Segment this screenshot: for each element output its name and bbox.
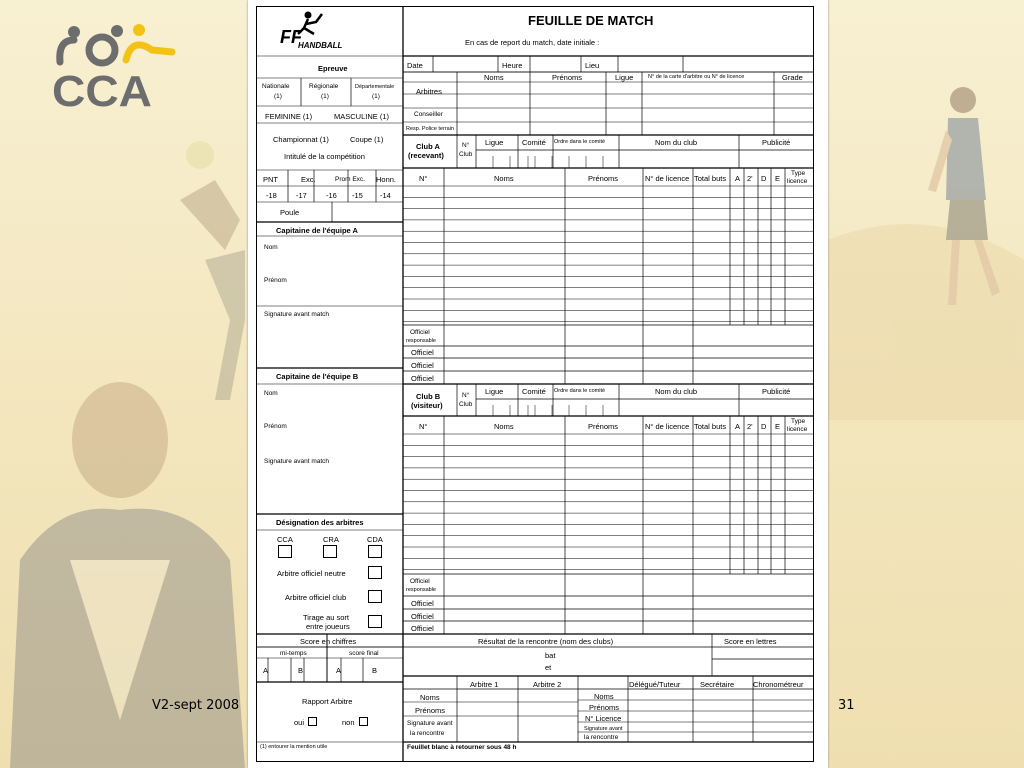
ff-logo-name: HANDBALL bbox=[298, 41, 343, 50]
age-value-17[interactable]: -17 bbox=[296, 191, 307, 200]
checkbox-cca[interactable] bbox=[278, 545, 292, 558]
captain-a-prenom: Prénom bbox=[264, 277, 287, 284]
competition-intitule: Intitulé de la compétition bbox=[284, 152, 365, 161]
off-sig-2: la rencontre bbox=[584, 734, 619, 741]
b-col-2min: 2' bbox=[747, 422, 753, 431]
sheet-title: FEUILLE DE MATCH bbox=[528, 13, 654, 28]
slide-footer-left: V2-sept 2008 bbox=[152, 698, 240, 713]
a-col-num: N° bbox=[419, 174, 428, 183]
tirage-label-1: Tirage au sort bbox=[303, 613, 349, 622]
arb-noms-label: Noms bbox=[420, 693, 440, 702]
score-mi-a: A bbox=[263, 666, 269, 675]
resultat-label: Résultat de la rencontre (nom des clubs) bbox=[478, 637, 614, 646]
b-col-total-buts: Total buts bbox=[694, 422, 727, 431]
club-a-label: Club A bbox=[416, 142, 440, 151]
delegue-label: Délégué/Tuteur bbox=[629, 680, 681, 689]
checkbox-rapport-oui[interactable] bbox=[308, 717, 317, 726]
age-header-prom-exc: Prom Exc. bbox=[335, 176, 365, 183]
b-col-licence: N° de licence bbox=[645, 422, 690, 431]
ff-logo: FF bbox=[280, 27, 302, 47]
arb-type-cra: CRA bbox=[323, 535, 339, 544]
club-b-nom-club: Nom du club bbox=[655, 387, 698, 396]
heure-label: Heure bbox=[502, 61, 523, 70]
level-departementale-note: (1) bbox=[372, 93, 380, 100]
lieu-label: Lieu bbox=[585, 61, 600, 70]
level-regionale-note: (1) bbox=[321, 93, 329, 100]
resp-police-label: Resp. Police terrain bbox=[406, 126, 454, 132]
captain-a-nom: Nom bbox=[264, 244, 278, 251]
et-label: et bbox=[545, 663, 552, 672]
off-licence-label: N° Licence bbox=[585, 714, 622, 723]
captain-b-prenom: Prénom bbox=[264, 423, 287, 430]
score-final-a: A bbox=[336, 666, 342, 675]
a-col-licence-type: licence bbox=[787, 178, 808, 185]
logo-text: CCA bbox=[52, 67, 152, 112]
checkbox-cra[interactable] bbox=[323, 545, 337, 558]
poule-label: Poule bbox=[280, 208, 300, 217]
secretaire-label: Secrétaire bbox=[700, 680, 735, 689]
b-col-type: Type bbox=[791, 418, 806, 425]
age-header-exc: Exc. bbox=[301, 175, 316, 184]
age-value-15[interactable]: -15 bbox=[352, 191, 363, 200]
a-col-total-buts: Total buts bbox=[694, 174, 727, 183]
arbitre-2-label: Arbitre 2 bbox=[533, 680, 562, 689]
b-col-a: A bbox=[735, 422, 741, 431]
club-b-num: N° bbox=[462, 392, 470, 399]
level-departementale: Départementale bbox=[355, 84, 395, 90]
officials-num-carte: N° de la carte d'arbitre ou N° de licence bbox=[648, 74, 745, 80]
captain-b-heading: Capitaine de l'équipe B bbox=[276, 372, 359, 381]
slide-page-number: 31 bbox=[838, 698, 855, 713]
a-officiel-resp-1: Officiel bbox=[410, 329, 430, 336]
cca-logo bbox=[50, 22, 180, 112]
rapport-arbitre-label: Rapport Arbitre bbox=[302, 697, 353, 706]
competition-coupe[interactable]: Coupe (1) bbox=[350, 135, 384, 144]
a-col-e: E bbox=[775, 174, 781, 183]
club-b-comite: Comité bbox=[522, 387, 546, 396]
off-prenoms-label: Prénoms bbox=[589, 703, 620, 712]
a-col-prenoms: Prénoms bbox=[588, 174, 619, 183]
b-officiel-3: Officiel bbox=[411, 624, 434, 633]
b-col-licence-type: licence bbox=[787, 426, 808, 433]
conseiller-label: Conseiller bbox=[414, 111, 443, 118]
level-regionale: Régionale bbox=[309, 83, 339, 90]
b-col-num: N° bbox=[419, 422, 428, 431]
officials-grade: Grade bbox=[782, 73, 803, 82]
captain-a-heading: Capitaine de l'équipe A bbox=[276, 226, 358, 235]
club-b-publicite: Publicité bbox=[762, 387, 791, 396]
a-col-d: D bbox=[761, 174, 767, 183]
checkbox-rapport-non[interactable] bbox=[359, 717, 368, 726]
arb-type-cca: CCA bbox=[277, 535, 293, 544]
club-a-publicite: Publicité bbox=[762, 138, 791, 147]
club-b-label: Club B bbox=[416, 392, 441, 401]
date-label: Date bbox=[407, 61, 423, 70]
designation-heading: Désignation des arbitres bbox=[276, 518, 364, 527]
checkbox-arb-club[interactable] bbox=[368, 590, 382, 603]
a-officiel-1: Officiel bbox=[411, 348, 434, 357]
arbitres-label: Arbitres bbox=[416, 87, 442, 96]
tirage-label-2: entre joueurs bbox=[306, 622, 350, 631]
level-nationale-note: (1) bbox=[274, 93, 282, 100]
level-nationale: Nationale bbox=[262, 83, 290, 90]
arb-sig-2: la rencontre bbox=[410, 730, 445, 737]
bat-label: bat bbox=[545, 651, 556, 660]
b-col-d: D bbox=[761, 422, 767, 431]
captain-b-signature: Signature avant match bbox=[264, 458, 330, 465]
age-value-14[interactable]: -14 bbox=[380, 191, 391, 200]
checkbox-cda[interactable] bbox=[368, 545, 382, 558]
b-col-e: E bbox=[775, 422, 781, 431]
club-a-ordre: Ordre dans le comité bbox=[554, 139, 606, 145]
club-b-ligue: Ligue bbox=[485, 387, 504, 396]
arb-sig-1: Signature avant bbox=[407, 720, 453, 727]
captain-b-nom: Nom bbox=[264, 390, 278, 397]
rapport-non-label: non bbox=[342, 718, 355, 727]
match-sheet bbox=[248, 0, 828, 768]
off-sig-1: Signature avant bbox=[584, 726, 623, 732]
epreuve-heading: Epreuve bbox=[318, 64, 348, 73]
a-col-licence: N° de licence bbox=[645, 174, 690, 183]
footnote-entourer: (1) entourer la mention utile bbox=[260, 744, 328, 750]
competition-championnat[interactable]: Championnat (1) bbox=[273, 135, 329, 144]
a-col-2min: 2' bbox=[747, 174, 753, 183]
arb-neutre-label: Arbitre officiel neutre bbox=[277, 569, 346, 578]
club-a-nom-club: Nom du club bbox=[655, 138, 698, 147]
background-player-photo-right bbox=[828, 0, 1024, 420]
age-value-18[interactable]: -18 bbox=[266, 191, 277, 200]
arb-club-label: Arbitre officiel club bbox=[285, 593, 347, 602]
b-officiel-resp-2: responsable bbox=[406, 587, 436, 593]
arb-prenoms-label: Prénoms bbox=[415, 706, 446, 715]
officials-ligue: Ligue bbox=[615, 73, 634, 82]
background-player-photo-left bbox=[0, 0, 250, 768]
mi-temps-label: mi-temps bbox=[280, 650, 307, 657]
a-officiel-resp-2: responsable bbox=[406, 338, 436, 344]
age-header-honn: Honn. bbox=[376, 175, 397, 184]
club-a-num: N° bbox=[462, 142, 470, 149]
gender-masculine[interactable]: MASCULINE (1) bbox=[334, 112, 390, 121]
gender-feminine[interactable]: FEMININE (1) bbox=[265, 112, 313, 121]
a-officiel-2: Officiel bbox=[411, 361, 434, 370]
officials-prenoms: Prénoms bbox=[552, 73, 583, 82]
officials-noms: Noms bbox=[484, 73, 504, 82]
club-a-club: Club bbox=[459, 151, 473, 158]
b-officiel-1: Officiel bbox=[411, 599, 434, 608]
captain-a-signature: Signature avant match bbox=[264, 311, 330, 318]
club-b-club: Club bbox=[459, 401, 473, 408]
checkbox-tirage[interactable] bbox=[368, 615, 382, 628]
club-a-comite: Comité bbox=[522, 138, 546, 147]
off-noms-label: Noms bbox=[594, 692, 614, 701]
rapport-oui-label: oui bbox=[294, 718, 305, 727]
arbitre-1-label: Arbitre 1 bbox=[470, 680, 499, 689]
chrono-label: Chronométreur bbox=[753, 680, 804, 689]
a-officiel-3: Officiel bbox=[411, 374, 434, 383]
club-b-ordre: Ordre dans le comité bbox=[554, 388, 606, 394]
club-a-ligue: Ligue bbox=[485, 138, 504, 147]
a-col-type: Type bbox=[791, 170, 806, 177]
age-value-16[interactable]: -16 bbox=[326, 191, 337, 200]
score-chiffres-label: Score en chiffres bbox=[300, 637, 357, 646]
b-col-prenoms: Prénoms bbox=[588, 422, 619, 431]
score-lettres-label: Score en lettres bbox=[724, 637, 777, 646]
b-officiel-2: Officiel bbox=[411, 612, 434, 621]
score-mi-b: B bbox=[298, 666, 304, 675]
b-col-noms: Noms bbox=[494, 422, 514, 431]
score-final-label: score final bbox=[349, 650, 379, 657]
age-header-pnt: PNT bbox=[263, 175, 278, 184]
checkbox-arb-neutre[interactable] bbox=[368, 566, 382, 579]
a-col-a: A bbox=[735, 174, 741, 183]
arb-type-cda: CDA bbox=[367, 535, 383, 544]
feuillet-note: Feuillet blanc à retourner sous 48 h bbox=[407, 744, 517, 751]
handball-player-icon bbox=[294, 10, 324, 36]
report-note: En cas de report du match, date initiale : bbox=[465, 38, 600, 47]
b-officiel-resp-1: Officiel bbox=[410, 578, 430, 585]
club-a-recevant: (recevant) bbox=[408, 151, 444, 160]
a-col-noms: Noms bbox=[494, 174, 514, 183]
score-final-b: B bbox=[372, 666, 378, 675]
club-b-visiteur: (visiteur) bbox=[411, 401, 443, 410]
